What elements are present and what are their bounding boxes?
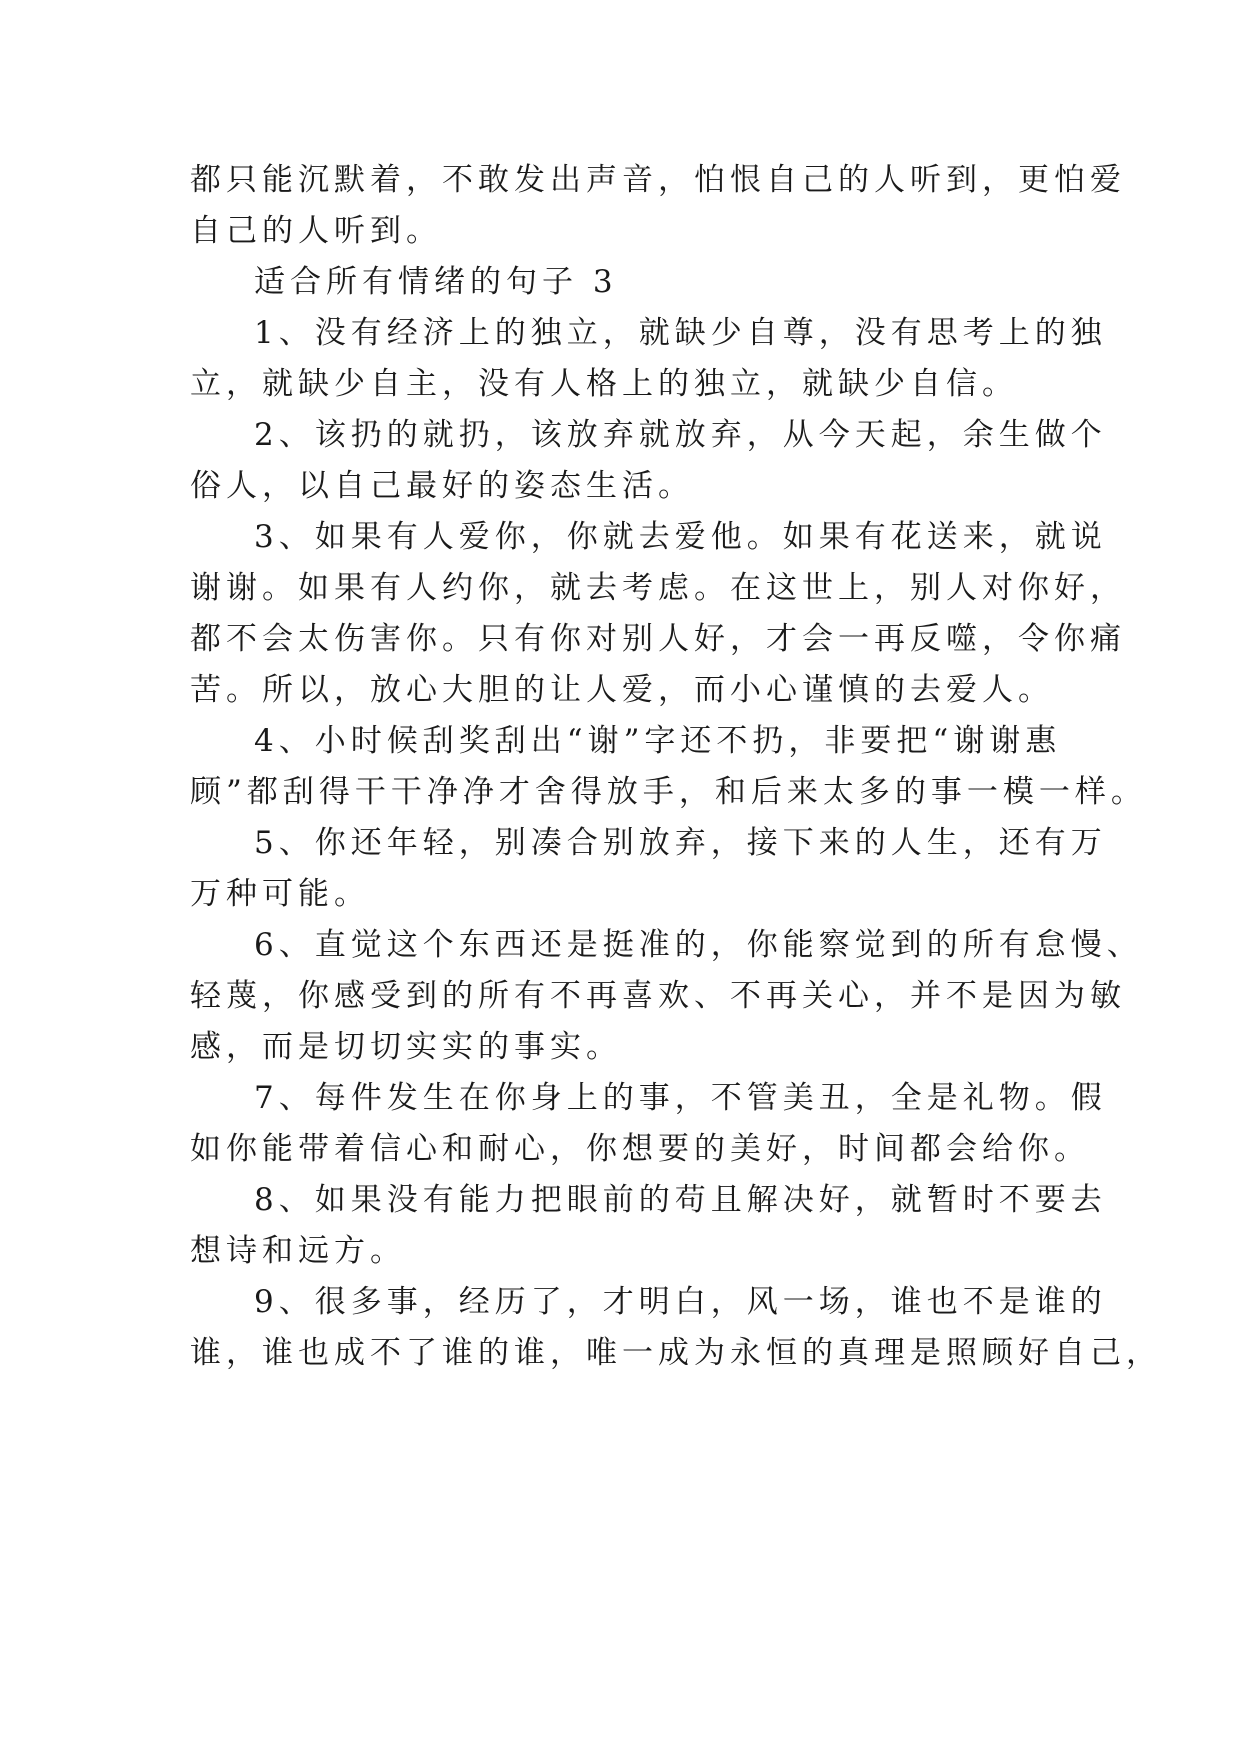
text-line: 感，而是切切实实的事实。 [190,1029,622,1065]
text-line: 万种可能。 [190,876,370,912]
list-item: 5、你还年轻，别凑合别放弃，接下来的人生，还有万 [254,825,1107,861]
list-item: 7、每件发生在你身上的事，不管美丑，全是礼物。假 [254,1080,1107,1116]
text-line: 轻蔑，你感受到的所有不再喜欢、不再关心，并不是因为敏 [190,978,1126,1014]
list-item: 6、直觉这个东西还是挺准的，你能察觉到的所有怠慢、 [254,927,1143,963]
text-line: 谢谢。如果有人约你，就去考虑。在这世上，别人对你好， [190,570,1126,606]
text-line: 立，就缺少自主，没有人格上的独立，就缺少自信。 [190,366,1018,402]
text-line: 自己的人听到。 [190,213,442,249]
text-line: 苦。所以，放心大胆的让人爱，而小心谨慎的去爱人。 [190,672,1054,708]
list-item: 4、小时候刮奖刮出“谢”字还不扔，非要把“谢谢惠 [254,723,1062,759]
section-heading: 适合所有情绪的句子 3 [254,264,618,300]
list-item: 3、如果有人爱你，你就去爱他。如果有花送来，就说 [254,519,1107,555]
list-item: 2、该扔的就扔，该放弃就放弃，从今天起，余生做个 [254,417,1107,453]
text-line: 想诗和远方。 [190,1233,406,1269]
text-line: 顾”都刮得干干净净才舍得放手，和后来太多的事一模一样。 [190,774,1147,810]
list-item: 8、如果没有能力把眼前的苟且解决好，就暂时不要去 [254,1182,1107,1218]
text-line: 俗人，以自己最好的姿态生活。 [190,468,694,504]
text-line: 如你能带着信心和耐心，你想要的美好，时间都会给你。 [190,1131,1090,1167]
list-item: 1、没有经济上的独立，就缺少自尊，没有思考上的独 [254,315,1107,351]
text-line: 都只能沉默着，不敢发出声音，怕恨自己的人听到，更怕爱 [190,162,1126,198]
text-line: 都不会太伤害你。只有你对别人好，才会一再反噬，令你痛 [190,621,1126,657]
list-item: 9、很多事，经历了，才明白，风一场，谁也不是谁的 [254,1284,1107,1320]
text-line: 谁，谁也成不了谁的谁，唯一成为永恒的真理是照顾好自己， [190,1335,1162,1371]
